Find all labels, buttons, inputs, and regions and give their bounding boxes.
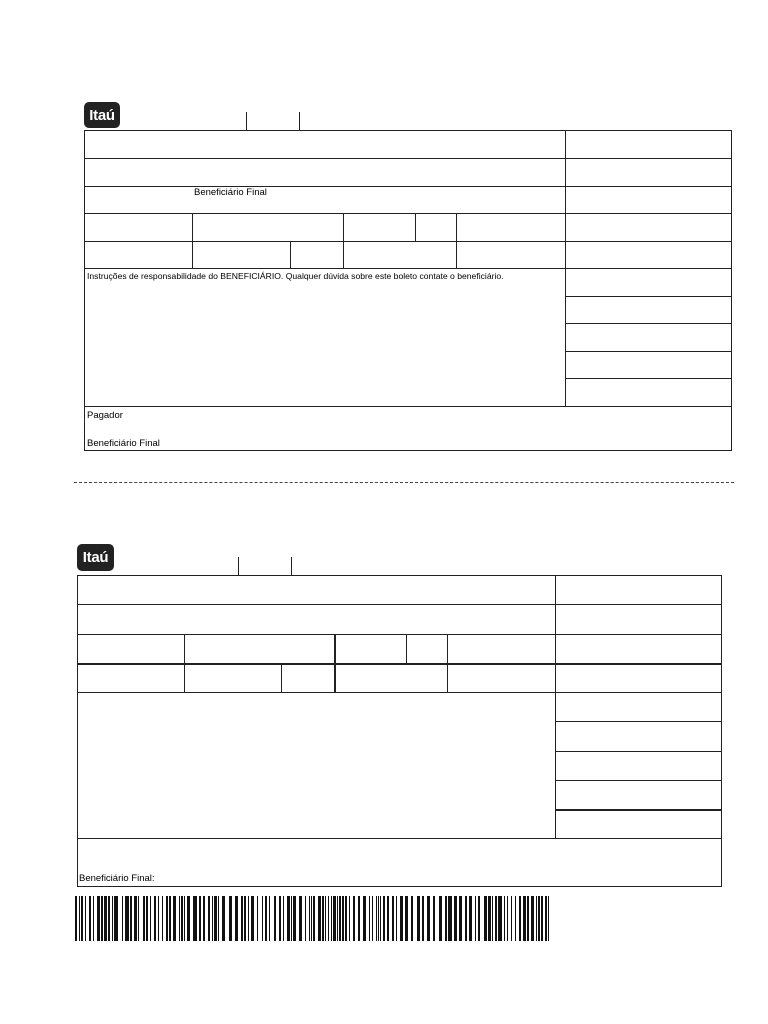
cell-divider [192,241,193,268]
header-separator [291,557,292,575]
beneficiario-final-label: Beneficiário Final: [79,873,155,884]
itau-logo: Itaú [77,544,114,571]
cell-divider [290,241,291,268]
row-line [77,604,722,605]
right-row-line [565,296,732,297]
cell-divider [447,663,448,692]
beneficiario-final-bottom-label: Beneficiário Final [87,438,160,449]
beneficiario-final-label: Beneficiário Final [194,187,267,198]
row-line [84,158,732,159]
header-separator [238,557,239,575]
pagador-label: Pagador [87,410,123,421]
right-row-line [565,351,732,352]
row-line [84,213,732,214]
receipt-frame [84,130,732,451]
cell-divider [184,663,185,692]
cut-line [74,482,734,483]
cell-divider [447,634,448,663]
right-row-line [565,378,732,379]
itau-logo: Itaú [84,102,120,128]
cell-divider [456,213,457,241]
right-row-line [555,780,722,781]
row-line [84,241,732,242]
instructions-text: Instruções de responsabilidade do BENEFICIÁRIO. Qualquer dúvida sobre este boleto contate o beneficiário. [87,271,504,281]
cell-divider [456,241,457,268]
right-row-line [565,323,732,324]
cell-divider [281,663,282,692]
row-line [84,186,732,187]
row-line [77,663,722,665]
right-column-divider [555,575,556,839]
row-line [77,692,722,693]
payment-frame [77,575,722,887]
cell-divider [334,634,336,663]
right-row-line [555,809,722,811]
row-line [77,634,722,635]
cell-divider [334,663,336,692]
cell-divider [192,213,193,241]
cell-divider [184,634,185,663]
right-row-line [555,721,722,722]
barcode-image [75,896,549,941]
cell-divider [415,213,416,241]
cell-divider [406,634,407,663]
cell-divider [343,241,344,268]
header-separator [299,112,300,130]
row-line [84,268,732,269]
header-separator [246,112,247,130]
row-line [84,406,732,407]
cell-divider [343,213,344,241]
right-row-line [555,751,722,752]
row-line [77,838,722,839]
